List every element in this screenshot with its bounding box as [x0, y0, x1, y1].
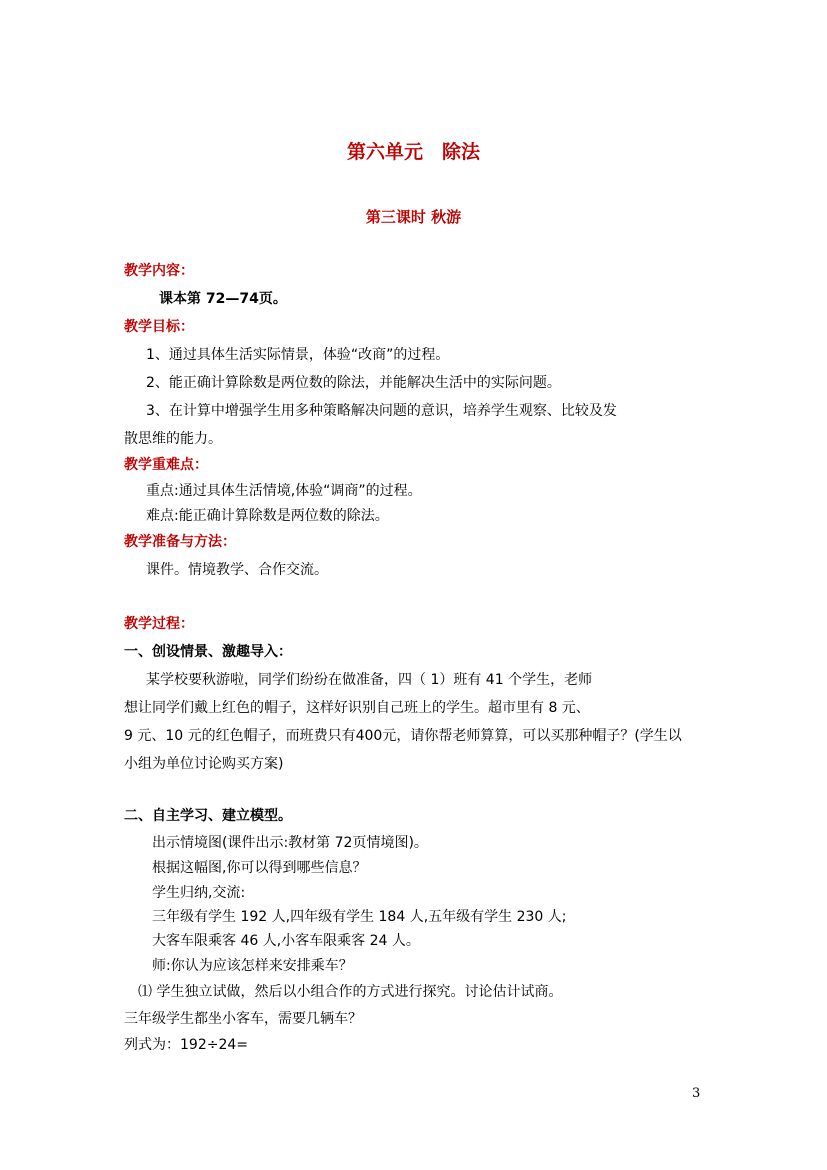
question-text: 三年级学生都坐小客车，需要几辆车？: [124, 1011, 362, 1027]
step1-line-4: 小组为单位讨论购买方案): [124, 756, 284, 772]
lesson-subtitle: 第三课时 秋游: [365, 208, 462, 226]
step1-line-1: 某学校要秋游啦，同学们纷纷在做准备，四（ 1）班有 41 个学生，老师: [146, 672, 593, 688]
step1-heading: 一、创设情景、激趣导入：: [124, 644, 292, 660]
step2-heading: 二、自主学习、建立模型。: [124, 808, 292, 824]
keypoints-heading: 教学重难点：: [124, 457, 208, 473]
step1-line-3: 9 元、10 元的红色帽子，而班费只有400元，请你帮老师算算，可以买那种帽子？(学生以: [124, 728, 682, 744]
step1-line-2: 想让同学们戴上红色的帽子，这样好识别自己班上的学生。超市里有 8 元、: [124, 700, 590, 716]
goal-item-3: 3、在计算中增强学生用多种策略解决问题的意识，培养学生观察、比较及发: [146, 403, 617, 419]
step2-item-1: ⑴ 学生独立试做，然后以小组合作的方式进行探究。讨论估计试商。: [138, 984, 563, 1000]
keypoint-difficulty: 难点:能正确计算除数是两位数的除法。: [146, 508, 389, 524]
keypoint-focus: 重点:通过具体生活情境,体验“调商”的过程。: [146, 483, 422, 499]
goals-heading: 教学目标：: [124, 319, 194, 335]
unit-title: 第六单元 除法: [346, 141, 480, 163]
prep-text: 课件。情境教学、合作交流。: [146, 562, 328, 578]
page-number: 3: [692, 1086, 701, 1101]
step2-line-3: 学生归纳,交流:: [152, 885, 246, 901]
step2-line-2: 根据这幅图,你可以得到哪些信息？: [152, 860, 367, 876]
goal-item-1: 1、通过具体生活实际情景，体验“改商”的过程。: [146, 347, 450, 363]
step2-line-1: 出示情境图(课件出示:教材第 72页情境图)。: [152, 835, 428, 851]
content-text: 课本第 72—74页。: [159, 291, 287, 307]
step2-line-6: 师:你认为应该怎样来安排乘车？: [152, 958, 353, 974]
formula-text: 列式为：192÷24=: [124, 1037, 248, 1053]
content-heading: 教学内容：: [124, 263, 194, 279]
goal-item-3-cont: 散思维的能力。: [124, 431, 222, 447]
prep-heading: 教学准备与方法：: [124, 534, 236, 550]
step2-line-4: 三年级有学生 192 人,四年级有学生 184 人,五年级有学生 230 人;: [152, 909, 567, 925]
step2-line-5: 大客车限乘客 46 人,小客车限乘客 24 人。: [152, 933, 420, 949]
process-heading: 教学过程：: [124, 616, 194, 632]
goal-item-2: 2、能正确计算除数是两位数的除法，并能解决生活中的实际问题。: [146, 375, 561, 391]
